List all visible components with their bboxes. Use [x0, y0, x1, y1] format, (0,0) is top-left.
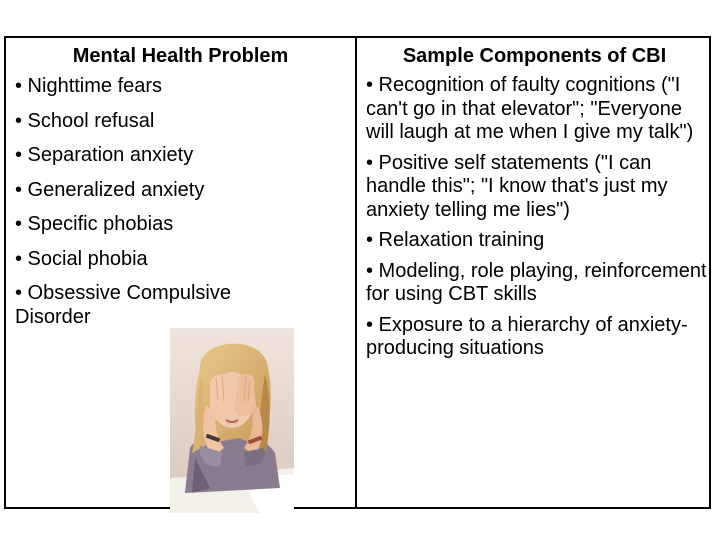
component-item: • Positive self statements ("I can handle this"; "I know that's just my anxiety telling me lies") — [366, 151, 668, 221]
problem-list — [15, 74, 355, 329]
problem-item: • Nighttime fears — [15, 75, 163, 97]
problem-item: • School refusal — [15, 109, 155, 132]
photo-illustration — [170, 328, 294, 513]
component-list — [366, 74, 709, 361]
problem-item: • Social phobia — [15, 247, 148, 270]
cbi-table — [4, 36, 711, 509]
distressed-girl-photo — [170, 328, 294, 513]
component-item: • Recognition of faulty cognitions ("I can't go in that elevator"; "Everyone will laugh at me when I give my talk") — [366, 74, 694, 143]
problem-item: • Separation anxiety — [15, 144, 194, 166]
problem-item: • Specific phobias — [15, 213, 174, 235]
mental-health-problem-column — [6, 38, 355, 340]
component-item: • Relaxation training — [366, 229, 545, 251]
left-column-header: Mental Health Problem — [72, 45, 289, 67]
problem-item: • Obsessive Compulsive Disorder — [15, 282, 231, 328]
component-item: • Modeling, role playing, reinforcement for using CBT skills — [366, 259, 707, 305]
cbi-components-column — [357, 38, 709, 368]
problem-item: • Generalized anxiety — [15, 178, 205, 201]
component-item: • Exposure to a hierarchy of anxiety-producing situations — [366, 313, 688, 359]
right-column-header: Sample Components of CBI — [402, 45, 667, 67]
